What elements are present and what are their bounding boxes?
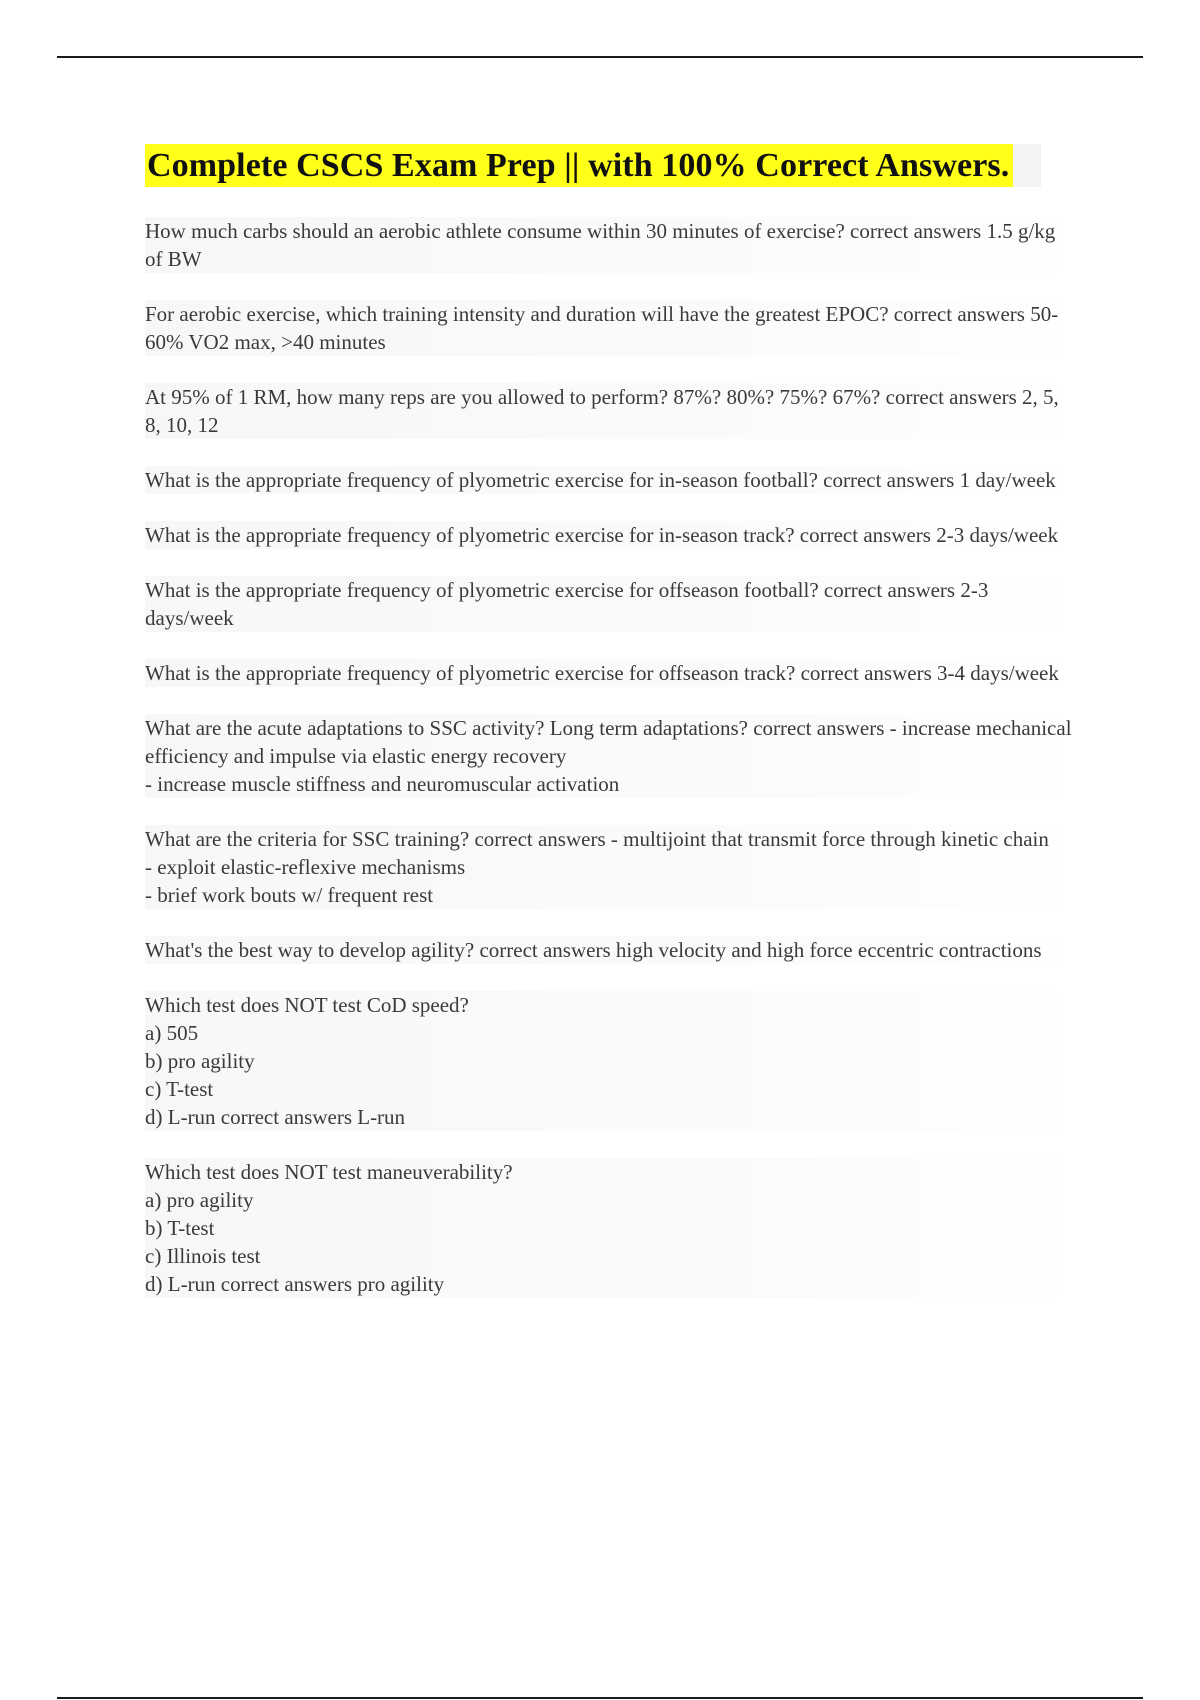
qa-item: What are the acute adaptations to SSC activity? Long term adaptations? correct answers - increase mechanical efficiency and impulse via elastic energy recovery - increase muscle stiffness and neuromuscular activation [145,714,1075,798]
qa-item: Which test does NOT test CoD speed? a) 505 b) pro agility c) T-test d) L-run correct answers L-run [145,991,1075,1131]
qa-item: What are the criteria for SSC training? correct answers - multijoint that transmit force through kinetic chain - exploit elastic-reflexive mechanisms - brief work bouts w/ frequent rest [145,825,1075,909]
qa-item: For aerobic exercise, which training intensity and duration will have the greatest EPOC? correct answers 50-60% VO2 max, >40 minutes [145,300,1075,356]
qa-item: At 95% of 1 RM, how many reps are you allowed to perform? 87%? 80%? 75%? 67%? correct answers 2, 5, 8, 10, 12 [145,383,1075,439]
document-body [145,144,1075,1325]
qa-item: What's the best way to develop agility? correct answers high velocity and high force eccentric contractions [145,936,1075,964]
top-rule [57,56,1143,58]
qa-item: What is the appropriate frequency of plyometric exercise for offseason track? correct answers 3-4 days/week [145,659,1075,687]
qa-item: What is the appropriate frequency of plyometric exercise for in-season football? correct answers 1 day/week [145,466,1075,494]
qa-item: How much carbs should an aerobic athlete consume within 30 minutes of exercise? correct answers 1.5 g/kg of BW [145,217,1075,273]
qa-item: Which test does NOT test maneuverability? a) pro agility b) T-test c) Illinois test d) L-run correct answers pro agility [145,1158,1075,1298]
title-block [145,144,1041,187]
qa-item: What is the appropriate frequency of plyometric exercise for offseason football? correct answers 2-3 days/week [145,576,1075,632]
bottom-rule [57,1697,1143,1699]
qa-item: What is the appropriate frequency of plyometric exercise for in-season track? correct answers 2-3 days/week [145,521,1075,549]
document-title: Complete CSCS Exam Prep || with 100% Correct Answers. [145,144,1013,187]
